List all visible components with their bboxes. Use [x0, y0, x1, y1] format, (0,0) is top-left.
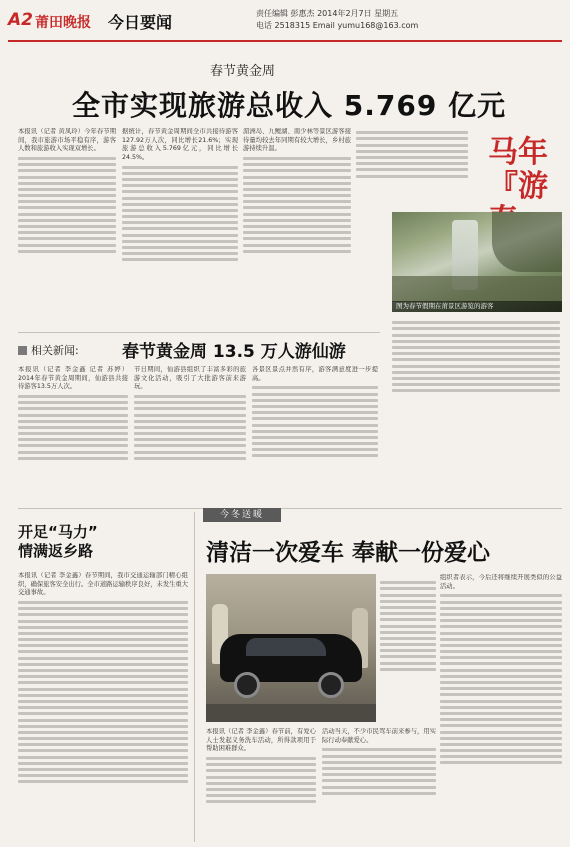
- photo-car-window: [246, 638, 326, 656]
- related-column-2: [134, 366, 246, 504]
- feature-text-1: 本报讯（记者 李金鑫）春节前，有爱心人士发起义务洗车活动，所得款项用于帮助困难群众。: [206, 728, 316, 753]
- left-headline-line-2: 情满返乡路: [18, 542, 94, 560]
- editor-date-line: 责任编辑 彭惠杰 2014年2月7日 星期五: [256, 9, 399, 18]
- related-text-1: 本报讯（记者 李金鑫 记者 苏婷）2014年春节黄金周期间，仙游县共接待游客13.5万人次。: [18, 366, 128, 391]
- column-divider: [194, 512, 195, 842]
- square-icon: [18, 346, 27, 355]
- masthead: [8, 6, 562, 42]
- photo-wheel-front: [234, 672, 260, 698]
- main-article-text-2: 据统计，春节黄金周期间全市共接待游客127.92万人次，同比增长21.6%；实现旅游总收入5.769亿元，同比增长24.5%。: [122, 128, 238, 161]
- left-article-text: 本报讯（记者 李金鑫）春节期间，我市交通运输部门精心组织，确保旅客安全出行。全市道路运输秩序良好，未发生重大交通事故。: [18, 572, 188, 597]
- feature-tag: 今冬送暖: [203, 508, 281, 522]
- feature-side-column: [380, 578, 436, 724]
- section-divider-lower: [18, 508, 562, 509]
- feature-headline: 清洁一次爱车 奉献一份爱心: [206, 540, 491, 566]
- page-number: A2: [8, 10, 33, 30]
- feature-column-3: [440, 574, 562, 840]
- main-article-column-3: [243, 128, 351, 328]
- main-article-column-4: [356, 128, 468, 208]
- main-article-column-2: [122, 128, 238, 328]
- main-article-text-3: 湄洲岛、九鲤湖、南少林等景区游客接待量均较去年同期有较大增长，乡村旅游持续升温。: [243, 128, 351, 153]
- car-wash-photo: [206, 574, 376, 722]
- photo-caption: 图为春节假期在莆景区游览的游客: [392, 301, 562, 312]
- related-column-3: [252, 366, 378, 504]
- related-text-3: 各景区景点井然有序，游客满意度进一步提高。: [252, 366, 378, 382]
- scenic-photo: [392, 212, 562, 312]
- main-article-column-1: [18, 128, 116, 328]
- photo-ground-shape: [392, 276, 562, 302]
- newspaper-logo: 莆田晚报: [35, 15, 91, 31]
- right-column-continued: [392, 318, 560, 452]
- related-news: [18, 337, 380, 362]
- related-label-text: 相关新闻:: [31, 344, 79, 357]
- sidebar-title: 马年『游: [488, 135, 548, 204]
- related-column-1: [18, 366, 128, 504]
- left-article-body: [18, 572, 188, 840]
- edition-meta: [256, 8, 418, 32]
- left-headline-line-1: 开足“马力”: [18, 523, 98, 541]
- photo-ground: [206, 704, 376, 722]
- feature-text-3: 组织者表示，今后还将继续开展类似的公益活动。: [440, 574, 562, 590]
- left-article-headline: [18, 523, 98, 561]
- section-title: 今日要闻: [108, 13, 173, 32]
- related-title: 春节黄金周 13.5 万人游仙游: [122, 342, 346, 362]
- section-divider: [18, 332, 380, 333]
- feature-text-2: 活动当天，不少市民驾车前来参与，用实际行动奉献爱心。: [322, 728, 436, 744]
- photo-wheel-rear: [318, 672, 344, 698]
- photo-rock-shape: [492, 212, 562, 272]
- related-text-2: 节日期间，仙游县组织了丰富多彩的旅游文化活动，吸引了大批游客前来游玩。: [134, 366, 246, 391]
- related-label: [18, 342, 79, 358]
- main-kicker: 春节黄金周: [210, 64, 276, 79]
- feature-column-2: [322, 728, 436, 840]
- main-article-text-1: 本报讯（记者 黄凤玲）今年春节期间，我市旅游市场平稳有序，游客人数和旅游收入实现双增长。: [18, 128, 116, 153]
- main-headline: 全市实现旅游总收入 5.769 亿元: [72, 89, 507, 122]
- feature-column-1: [206, 728, 316, 840]
- contact-line: 电话 2518315 Email yumu168@163.com: [256, 21, 419, 30]
